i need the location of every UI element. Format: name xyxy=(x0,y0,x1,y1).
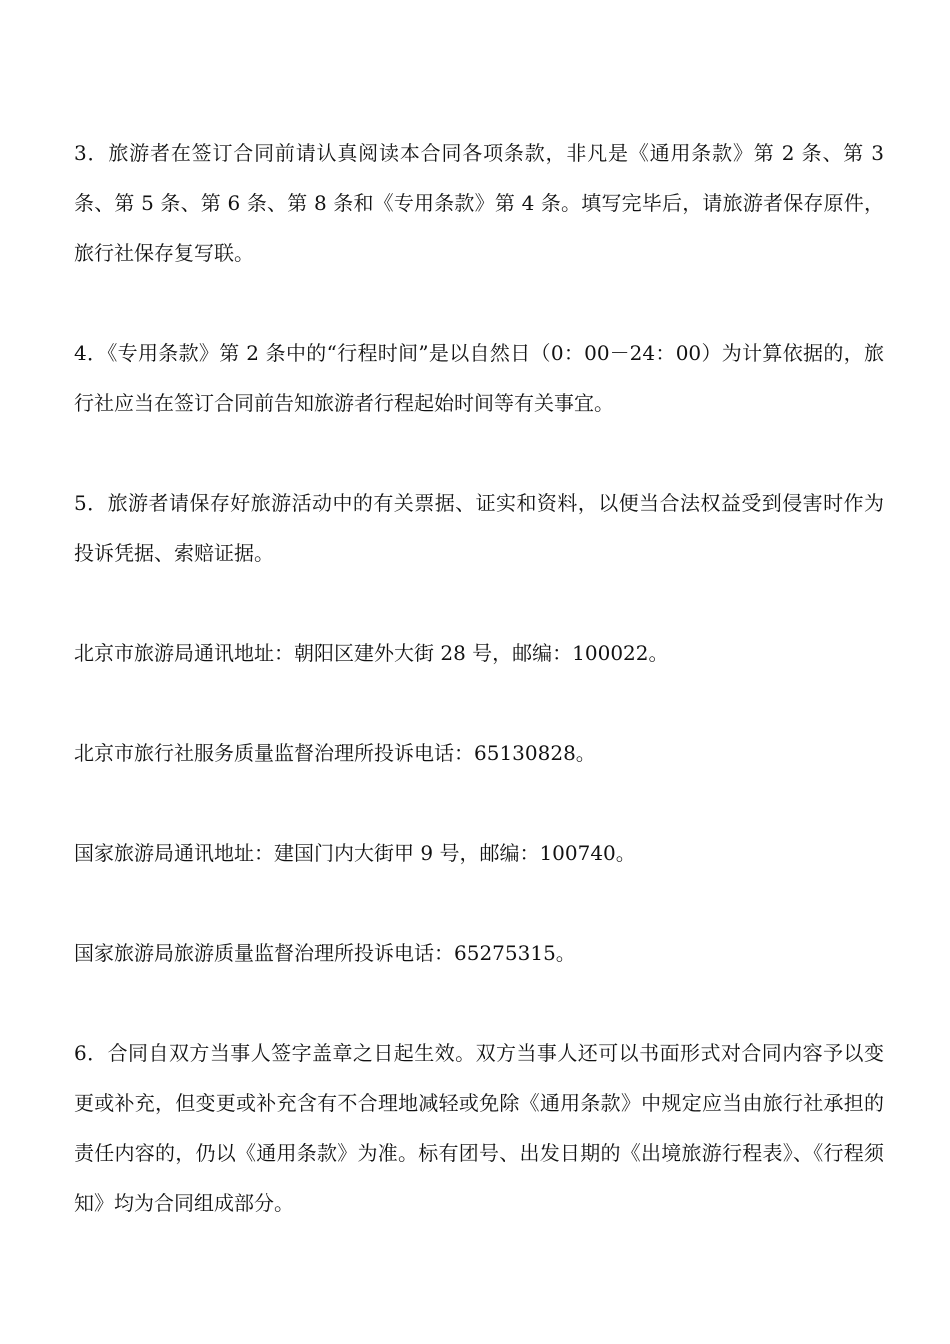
beijing-complaint-phone: 北京市旅行社服务质量监督治理所投诉电话：65130828。 xyxy=(74,741,596,765)
national-bureau-address: 国家旅游局通讯地址：建国门内大街甲 9 号，邮编：100740。 xyxy=(74,841,636,865)
document-body xyxy=(74,128,884,1228)
clause-3: 3．旅游者在签订合同前请认真阅读本合同各项条款，非凡是《通用条款》第 2 条、第 3 条、第 5 条、第 6 条、第 8 条和《专用条款》第 4 条。填写完毕后，请旅游者保存原件，旅行社保存复写联。 xyxy=(74,141,884,265)
national-complaint-phone: 国家旅游局旅游质量监督治理所投诉电话：65275315。 xyxy=(74,941,576,965)
clause-4: 4．《专用条款》第 2 条中的“行程时间”是以自然日（0：00－24：00）为计算依据的，旅行社应当在签订合同前告知旅游者行程起始时间等有关事宜。 xyxy=(74,341,884,415)
clause-5: 5．旅游者请保存好旅游活动中的有关票据、证实和资料，以便当合法权益受到侵害时作为投诉凭据、索赔证据。 xyxy=(74,491,884,565)
beijing-bureau-address: 北京市旅游局通讯地址：朝阳区建外大街 28 号，邮编：100022。 xyxy=(74,641,669,665)
clause-6: 6．合同自双方当事人签字盖章之日起生效。双方当事人还可以书面形式对合同内容予以变更或补充，但变更或补充含有不合理地减轻或免除《通用条款》中规定应当由旅行社承担的责任内容的，仍以《通用条款》为准。标有团号、出发日期的《出境旅游行程表》、《行程须知》均为合同组成部分。 xyxy=(74,1041,884,1215)
